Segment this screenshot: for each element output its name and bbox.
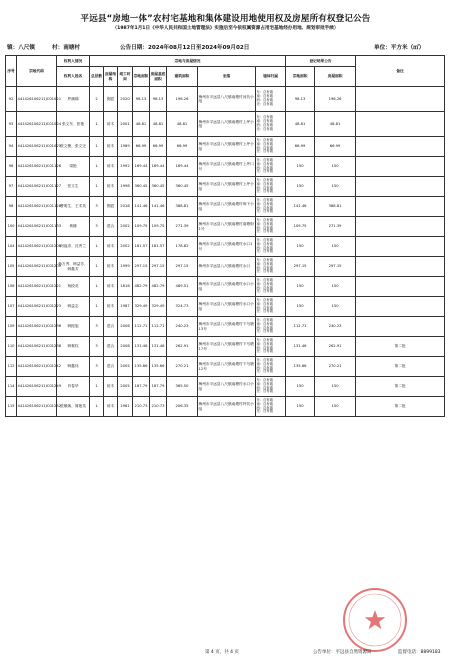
row-holder-name: 罗满娣 xyxy=(57,87,90,112)
row-building-area: 169.44 xyxy=(167,157,198,177)
row-building-area: 297.15 xyxy=(167,257,198,277)
registration-table xyxy=(5,55,445,417)
row-seq: 115 xyxy=(6,397,17,417)
row-reg-land: 48.81 xyxy=(286,112,315,137)
row-holder-name: 曹明生、王术英 xyxy=(57,197,90,217)
row-floors: 3 xyxy=(90,337,104,357)
row-holder-name: 韩益志 xyxy=(57,297,90,317)
row-seq: 106 xyxy=(6,277,17,297)
header-boundary: 墙体归属 xyxy=(256,67,286,87)
row-seq: 114 xyxy=(6,377,17,397)
row-seq: 97 xyxy=(6,177,17,197)
row-year: 2008 xyxy=(118,317,133,337)
row-boundary: 东：自有墙 南：自有墙 西：自有墙 北：自有墙 xyxy=(256,337,286,357)
row-year: 1961 xyxy=(118,397,133,417)
row-holder-name: 何福彦、沈秀兰 xyxy=(57,237,90,257)
row-land-area: 482.79 xyxy=(133,277,150,297)
row-reg-house: 262.91 xyxy=(315,337,356,357)
row-building-area: 360.45 xyxy=(167,177,198,197)
row-code: 441426106211JC01238 xyxy=(17,337,57,357)
row-remark xyxy=(356,157,445,177)
table-row xyxy=(6,217,445,237)
table-row xyxy=(6,277,445,297)
row-floors: 1 xyxy=(90,157,104,177)
row-land-area: 181.57 xyxy=(133,237,150,257)
row-reg-land: 98.13 xyxy=(286,87,315,112)
row-building-area: 66.99 xyxy=(167,137,198,157)
row-code: 441426106211JC01208 xyxy=(17,237,57,257)
row-year: 1816 xyxy=(118,277,133,297)
row-year: 2018 xyxy=(118,197,133,217)
row-year: 2005 xyxy=(118,377,133,397)
row-structure: 混合 xyxy=(104,217,118,237)
row-boundary: 东：自有墙 南：自有墙 西：自有墙 北：自有墙 xyxy=(256,137,286,157)
row-remark: 第二批 xyxy=(356,377,445,397)
row-reg-land: 150 xyxy=(286,397,315,417)
row-land-area: 48.81 xyxy=(133,112,150,137)
row-code: 441426106211JC01252 xyxy=(17,397,57,417)
row-code: 441426106211JC01242 xyxy=(17,357,57,377)
row-building-area: 365.50 xyxy=(167,377,198,397)
row-year: 2002 xyxy=(118,237,133,257)
row-boundary: 东：自有墙 南：自有墙 西：自有墙 北：自有墙 xyxy=(256,357,286,377)
row-reg-land: 66.99 xyxy=(286,137,315,157)
row-holder-name: 黄娜 xyxy=(57,217,90,237)
row-land-area: 112.71 xyxy=(133,317,150,337)
row-base-area: 135.66 xyxy=(150,357,167,377)
row-holder-name: 韩秦权 xyxy=(57,337,90,357)
row-building-area: 324.73 xyxy=(167,297,198,317)
table-row xyxy=(6,137,445,157)
row-structure: 砖木 xyxy=(104,137,118,157)
row-reg-house: 297.15 xyxy=(315,257,356,277)
row-remark xyxy=(356,297,445,317)
row-location: 梅州市平远县八尺镇南塘村水口 xyxy=(198,257,256,277)
row-reg-land: 109.75 xyxy=(286,217,315,237)
row-floors: 1 xyxy=(90,397,104,417)
row-floors: 1 xyxy=(90,112,104,137)
row-structure: 砖木 xyxy=(104,297,118,317)
row-year: 1989 xyxy=(118,137,133,157)
header-floors: 总层数 xyxy=(90,67,104,87)
row-location: 梅州市平远县八尺镇南塘村下马塘12号 xyxy=(198,357,256,377)
row-holder-name: 韩振旭 xyxy=(57,317,90,337)
row-remark xyxy=(356,112,445,137)
row-base-area: 112.71 xyxy=(150,317,167,337)
row-reg-land: 150 xyxy=(286,157,315,177)
header-base-area: 房屋基底面积 xyxy=(150,67,167,87)
row-remark: 第二批 xyxy=(356,337,445,357)
row-location: 梅州市平远县八尺镇南塘村河坑小组 xyxy=(198,87,256,112)
row-seq: 112 xyxy=(6,357,17,377)
row-floors: 1 xyxy=(90,277,104,297)
row-year: 2001 xyxy=(118,112,133,137)
row-land-area: 98.13 xyxy=(133,87,150,112)
row-reg-house: 270.21 xyxy=(315,357,356,377)
row-building-area: 206.35 xyxy=(167,397,198,417)
row-year: 1987 xyxy=(118,297,133,317)
row-floors: 2 xyxy=(90,87,104,112)
row-boundary: 东：自有墙 南：自有墙 西：自有墙 北：自有墙 xyxy=(256,237,286,257)
row-seq: 107 xyxy=(6,297,17,317)
official-seal-icon xyxy=(340,585,410,655)
row-reg-house: 271.39 xyxy=(315,217,356,237)
row-holder-name: 肖春华 xyxy=(57,377,90,397)
row-reg-land: 150 xyxy=(286,237,315,257)
row-reg-house: 196.26 xyxy=(315,87,356,112)
row-boundary: 东：自有墙 南：自有墙 西：自有墙 北：自有墙 xyxy=(256,277,286,297)
page-subtitle: （1987年1月1日《中华人民共和国土地管理法》实施后至今依权属资源占用宅基地经办用地、规划审批手续） xyxy=(112,26,339,31)
header-result-group: 登记结果公告 xyxy=(286,56,356,67)
header-land-area: 宗地面积 xyxy=(133,67,150,87)
row-remark xyxy=(356,137,445,157)
row-building-area: 196.26 xyxy=(167,87,198,112)
row-reg-house: 48.81 xyxy=(315,112,356,137)
row-reg-house: 150 xyxy=(315,237,356,257)
header-holder-group: 权利人情况 xyxy=(57,56,90,67)
row-floors: 1 xyxy=(90,257,104,277)
row-location: 梅州市平远县八尺镇南塘村水口1号 xyxy=(198,237,256,257)
row-boundary: 东：自有墙 南：自有墙 西：自有墙 北：自有墙 xyxy=(256,112,286,137)
row-holder-name: 张顺焕、简艳英 xyxy=(57,397,90,417)
row-structure: 砖木 xyxy=(104,377,118,397)
header-reg-house: 房屋面积 xyxy=(315,67,356,87)
row-structure: 钢混 xyxy=(104,197,118,217)
row-holder-name: 杨段英 xyxy=(57,277,90,297)
row-reg-land: 112.71 xyxy=(286,317,315,337)
row-remark xyxy=(356,197,445,217)
row-base-area: 181.57 xyxy=(150,237,167,257)
header-code: 宗地代码 xyxy=(17,56,57,87)
row-location: 梅州市平远县八尺镇南塘村坪坑小组 xyxy=(198,397,256,417)
row-reg-land: 150 xyxy=(286,177,315,197)
header-holder-name: 权利人姓名 xyxy=(57,67,90,87)
row-remark xyxy=(356,217,445,237)
footer-issuer: 公告单位：平远县自然资源局 xyxy=(313,650,372,655)
row-floors: 3 xyxy=(90,217,104,237)
row-building-area: 489.51 xyxy=(167,277,198,297)
row-base-area: 187.79 xyxy=(150,377,167,397)
footer-page-number: 第 4 页，共 4 页 xyxy=(205,650,239,655)
row-building-area: 270.21 xyxy=(167,357,198,377)
row-holder-name: 张文东、张艳 xyxy=(57,112,90,137)
row-structure: 砖木 xyxy=(104,277,118,297)
row-holder-name: 梁艳 xyxy=(57,157,90,177)
row-remark: 第二批 xyxy=(356,397,445,417)
row-floors: 1 xyxy=(90,237,104,257)
row-boundary: 东：自有墙 南：自有墙 西：自有墙 北：自有墙 xyxy=(256,397,286,417)
meta-unit: 单位：平方米（㎡） xyxy=(374,45,425,51)
row-boundary: 东：自有墙 南：自有墙 西：自有墙 北：自有墙 xyxy=(256,87,286,112)
meta-period: 公告日期：2024年08月12日至2024年09月02日 xyxy=(120,45,250,51)
row-reg-land: 150 xyxy=(286,297,315,317)
row-base-area: 141.46 xyxy=(150,197,167,217)
row-base-area: 109.75 xyxy=(150,217,167,237)
row-land-area: 141.46 xyxy=(133,197,150,217)
row-seq: 109 xyxy=(6,317,17,337)
row-seq: 100 xyxy=(6,217,17,237)
row-land-area: 360.45 xyxy=(133,177,150,197)
row-base-area: 131.46 xyxy=(150,337,167,357)
row-boundary: 东：自有墙 南：自有墙 西：自有墙 北：自有墙 xyxy=(256,257,286,277)
row-reg-house: 66.99 xyxy=(315,137,356,157)
row-remark xyxy=(356,87,445,112)
header-reg-land: 宗地面积 xyxy=(286,67,315,87)
row-structure: 混合 xyxy=(104,317,118,337)
table-row xyxy=(6,257,445,277)
row-land-area: 66.99 xyxy=(133,137,150,157)
row-boundary: 东：自有墙 南：自有墙 西：自有墙 北：自有墙 xyxy=(256,197,286,217)
row-base-area: 48.81 xyxy=(150,112,167,137)
header-structure: 房屋结构 xyxy=(104,67,118,87)
row-location: 梅州市平远县八尺镇南塘村上坪口号 xyxy=(198,157,256,177)
row-reg-land: 297.15 xyxy=(286,257,315,277)
meta-village: 村：南塘村 xyxy=(52,45,80,51)
row-year: 1998 xyxy=(118,177,133,197)
header-land-group: 宗地与房屋情况 xyxy=(90,56,286,67)
row-base-area: 169.44 xyxy=(150,157,167,177)
row-floors: 1 xyxy=(90,177,104,197)
row-land-area: 135.66 xyxy=(133,357,150,377)
row-holder-name: 韩万秀、韩益芳、韩鑫芳 xyxy=(57,257,90,277)
table-row xyxy=(6,112,445,137)
row-seq: 98 xyxy=(6,197,17,217)
row-structure: 钢混 xyxy=(104,87,118,112)
header-seq: 序号 xyxy=(6,56,17,87)
row-reg-house: 150 xyxy=(315,157,356,177)
row-building-area: 240.23 xyxy=(167,317,198,337)
row-building-area: 178.82 xyxy=(167,237,198,257)
row-land-area: 210.73 xyxy=(133,397,150,417)
row-building-area: 271.39 xyxy=(167,217,198,237)
row-year: 2005 xyxy=(118,357,133,377)
row-floors: 3 xyxy=(90,317,104,337)
table-row xyxy=(6,337,445,357)
row-floors: 1 xyxy=(90,297,104,317)
row-structure: 砖木 xyxy=(104,112,118,137)
row-location: 梅州市平远县八尺镇南塘村下马塘13号 xyxy=(198,317,256,337)
row-remark xyxy=(356,177,445,197)
row-code: 441426106211JC01024 xyxy=(17,112,57,137)
row-code: 441426106211JC01128 xyxy=(17,197,57,217)
row-boundary: 东：自有墙 南：自有墙 西：自有墙 北：自有墙 xyxy=(256,317,286,337)
row-year: 2008 xyxy=(118,337,133,357)
row-reg-land: 141.46 xyxy=(286,197,315,217)
row-seq: 104 xyxy=(6,237,17,257)
row-location: 梅州市平远县八尺镇南塘村下马塘17号 xyxy=(198,337,256,357)
row-location: 梅州市平远县八尺镇南塘村南塘街1号 xyxy=(198,217,256,237)
row-seq: 94 xyxy=(6,137,17,157)
row-land-area: 329.49 xyxy=(133,297,150,317)
row-reg-house: 150 xyxy=(315,397,356,417)
row-structure: 砖木 xyxy=(104,397,118,417)
row-holder-name: 韩鑫伟 xyxy=(57,357,90,377)
table-row xyxy=(6,177,445,197)
table-row xyxy=(6,87,445,112)
row-structure: 砖木 xyxy=(104,237,118,257)
table-row xyxy=(6,297,445,317)
row-land-area: 187.79 xyxy=(133,377,150,397)
row-reg-house: 150 xyxy=(315,177,356,197)
row-boundary: 东：自有墙 南：自有墙 西：自有墙 北：自有墙 xyxy=(256,377,286,397)
row-code: 441426106211JC01126 xyxy=(17,157,57,177)
meta-town: 镇：八尺镇 xyxy=(7,45,35,51)
row-building-area: 48.81 xyxy=(167,112,198,137)
row-floors: 3 xyxy=(90,357,104,377)
row-location: 梅州市平远县八尺镇南塘村坳下小组 xyxy=(198,197,256,217)
table-row xyxy=(6,397,445,417)
row-structure: 混合 xyxy=(104,337,118,357)
row-reg-house: 150 xyxy=(315,277,356,297)
table-row xyxy=(6,357,445,377)
table-row xyxy=(6,157,445,177)
row-floors: 3 xyxy=(90,197,104,217)
row-remark xyxy=(356,317,445,337)
row-location: 梅州市平远县八尺镇南塘村上坪小组 xyxy=(198,177,256,197)
row-code: 441426106211JC01221 xyxy=(17,277,57,297)
row-year: 1992 xyxy=(118,157,133,177)
row-land-area: 297.15 xyxy=(133,257,150,277)
row-boundary: 东：自有墙 南：自有墙 西：自有墙 北：自有墙 xyxy=(256,217,286,237)
row-building-area: 388.81 xyxy=(167,197,198,217)
row-land-area: 131.46 xyxy=(133,337,150,357)
row-code: 441426106211JC01223 xyxy=(17,297,57,317)
row-location: 梅州市平远县八尺镇南塘村水口小组 xyxy=(198,277,256,297)
row-base-area: 66.99 xyxy=(150,137,167,157)
row-land-area: 109.75 xyxy=(133,217,150,237)
row-reg-land: 150 xyxy=(286,277,315,297)
row-year: 2020 xyxy=(118,87,133,112)
row-base-area: 360.45 xyxy=(150,177,167,197)
row-floors: 1 xyxy=(90,137,104,157)
table-row xyxy=(6,317,445,337)
row-seq: 92 xyxy=(6,87,17,112)
row-code: 441426106211JC01133 xyxy=(17,217,57,237)
row-boundary: 东：自有墙 南：自有墙 西：自有墙 北：自有墙 xyxy=(256,177,286,197)
row-reg-land: 131.46 xyxy=(286,337,315,357)
row-land-area: 169.44 xyxy=(133,157,150,177)
table-row xyxy=(6,237,445,257)
row-structure: 砖木 xyxy=(104,157,118,177)
row-base-area: 210.73 xyxy=(150,397,167,417)
row-reg-house: 150 xyxy=(315,377,356,397)
row-reg-house: 150 xyxy=(315,297,356,317)
row-code: 441426106211JC01025 xyxy=(17,137,57,157)
table-row xyxy=(6,197,445,217)
row-base-area: 482.79 xyxy=(150,277,167,297)
row-base-area: 98.13 xyxy=(150,87,167,112)
row-remark: 第二批 xyxy=(356,357,445,377)
row-code: 441426106211JC01209 xyxy=(17,257,57,277)
row-structure: 混合 xyxy=(104,357,118,377)
row-boundary: 东：自有墙 南：自有墙 西：自有墙 北：自有墙 xyxy=(256,157,286,177)
row-holder-name: 张文聚、张文迁 xyxy=(57,137,90,157)
row-year: 2002 xyxy=(118,217,133,237)
row-seq: 93 xyxy=(6,112,17,137)
page-title: 平远县“房地一体”农村宅基地和集体建设用地使用权及房屋所有权登记公告 xyxy=(80,14,371,24)
row-code: 441426106211JC01021 xyxy=(17,87,57,112)
row-location: 梅州市平远县八尺镇南塘村上坪小组 xyxy=(198,137,256,157)
row-base-area: 297.15 xyxy=(150,257,167,277)
row-structure: 砖木 xyxy=(104,177,118,197)
row-location: 梅州市平远县八尺镇南塘村上坪小组 xyxy=(198,112,256,137)
row-seq: 110 xyxy=(6,337,17,357)
row-location: 梅州市平远县八尺镇南塘村水口小组 xyxy=(198,377,256,397)
row-building-area: 262.91 xyxy=(167,337,198,357)
row-reg-land: 150 xyxy=(286,377,315,397)
row-code: 441426106211JC01249 xyxy=(17,377,57,397)
row-reg-house: 388.81 xyxy=(315,197,356,217)
row-location: 梅州市平远县八尺镇南塘村水口小组 xyxy=(198,297,256,317)
row-holder-name: 张文生 xyxy=(57,177,90,197)
footer-phone: 监督电话：8899183 xyxy=(398,650,441,655)
row-seq: 96 xyxy=(6,157,17,177)
row-remark xyxy=(356,257,445,277)
row-reg-land: 135.66 xyxy=(286,357,315,377)
row-base-area: 329.49 xyxy=(150,297,167,317)
row-structure: 砖木 xyxy=(104,257,118,277)
header-year: 竣工时间 xyxy=(118,67,133,87)
row-code: 441426106211JC01236 xyxy=(17,317,57,337)
header-building-area: 建筑面积 xyxy=(167,67,198,87)
header-remark: 备注 xyxy=(356,56,445,87)
header-location: 坐落 xyxy=(198,67,256,87)
row-year: 1999 xyxy=(118,257,133,277)
row-code: 441426106211JC01127 xyxy=(17,177,57,197)
row-reg-house: 240.23 xyxy=(315,317,356,337)
table-row xyxy=(6,377,445,397)
row-remark xyxy=(356,237,445,257)
row-seq: 105 xyxy=(6,257,17,277)
row-floors: 1 xyxy=(90,377,104,397)
row-boundary: 东：自有墙 南：自有墙 西：自有墙 北：自有墙 xyxy=(256,297,286,317)
row-remark xyxy=(356,277,445,297)
